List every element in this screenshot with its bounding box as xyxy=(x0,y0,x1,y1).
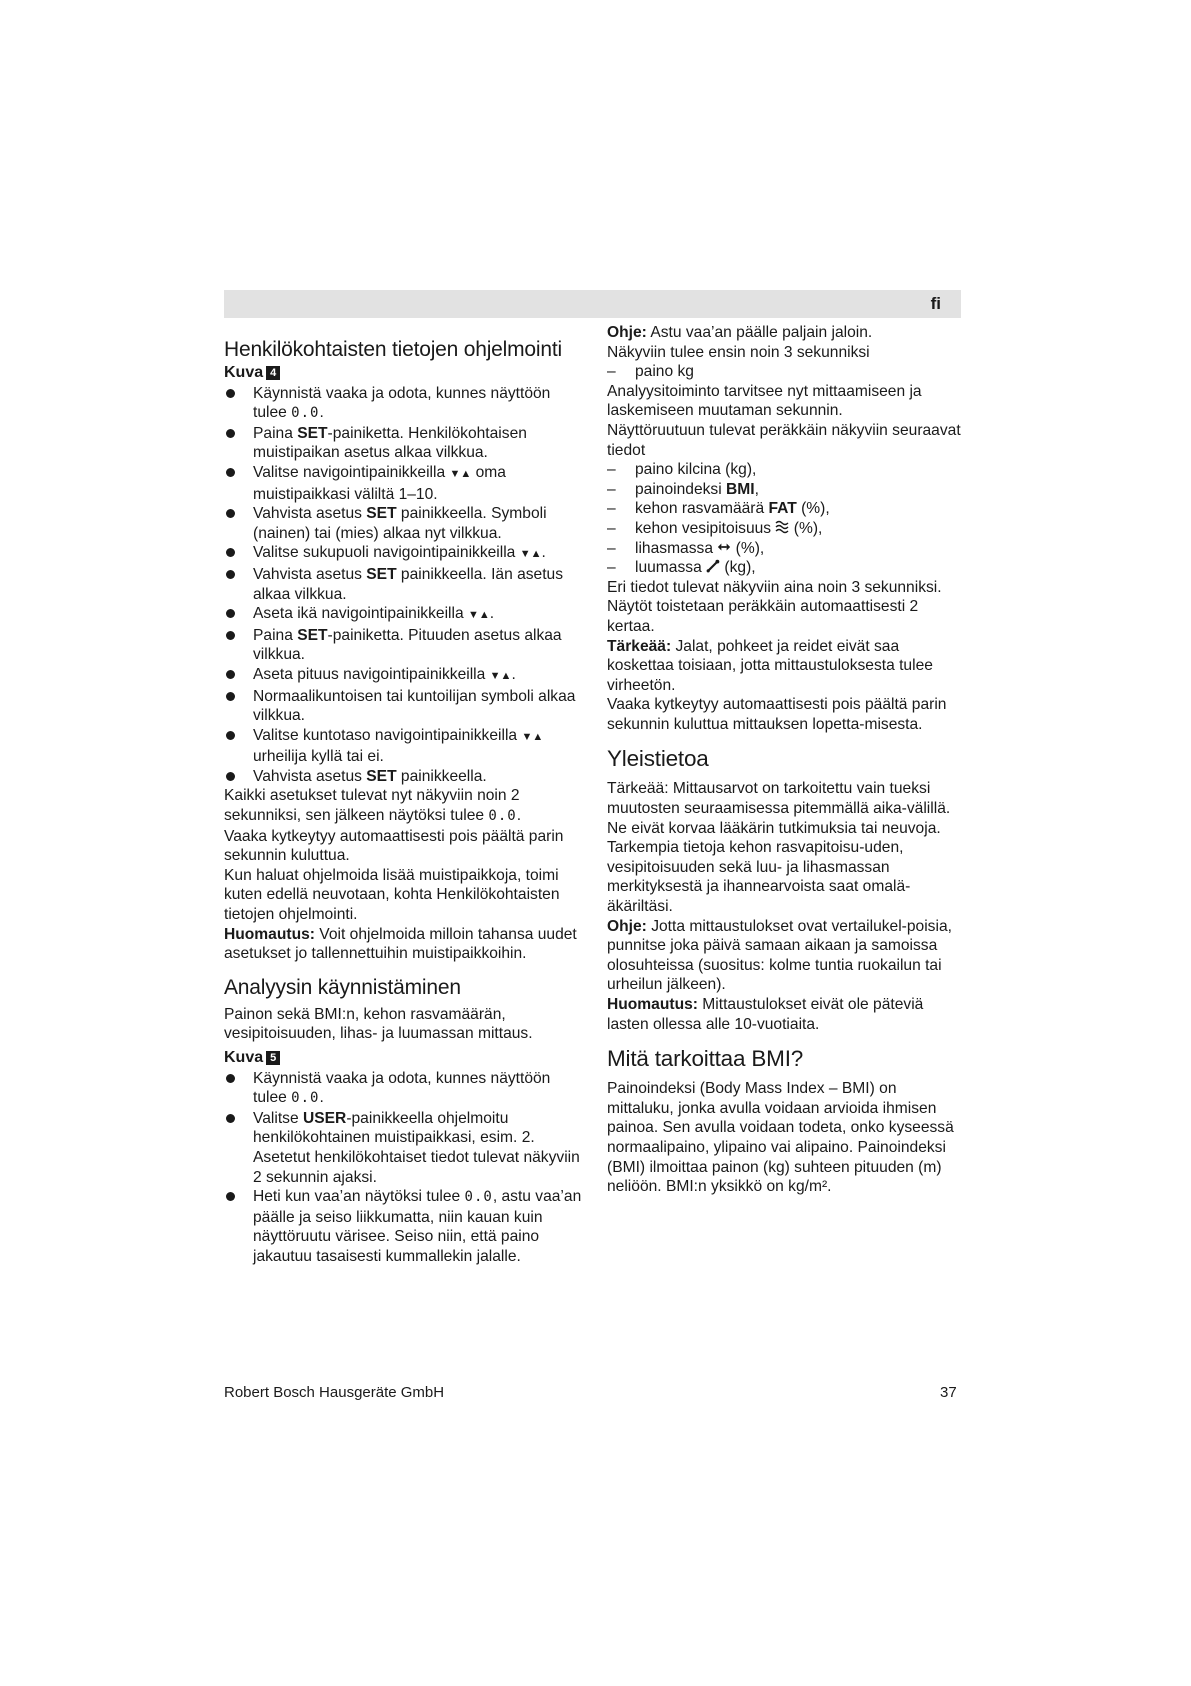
section-title-bmi: Mitä tarkoittaa BMI? xyxy=(607,1046,804,1072)
dash-marker: – xyxy=(607,539,616,557)
right-column xyxy=(607,323,967,1197)
first-display-list xyxy=(607,362,967,382)
bullet-icon xyxy=(226,1074,235,1083)
list-item: Heti kun vaa’an näytöksi tulee 0.0, astu vaa’an päälle ja seiso liikkumatta, niin kauan kuin näyttöruutu värisee. Seiso niin, että paino jakautuu tasaisesti kummallekin jalalle. xyxy=(224,1187,586,1266)
list-item: Käynnistä vaaka ja odota, kunnes näyttöön tulee 0.0. xyxy=(224,1069,586,1109)
nav-arrows-icon: ▼▲ xyxy=(489,669,512,682)
important-paragraph: Tärkeää: Jalat, pohkeet ja reidet eivät saa koskettaa toisiaan, jotta mittaustuloksesta tulee virheetön. xyxy=(607,637,933,694)
list-item: Vahvista asetus SET painikkeella. xyxy=(224,767,586,787)
footer-page-number: 37 xyxy=(940,1384,957,1401)
note-children: Huomautus: Mittaustulokset eivät ole päteviä lasten ollessa alle 10-vuotiaita. xyxy=(607,996,924,1033)
display-zero-icon: 0.0 xyxy=(488,808,517,825)
bullet-icon xyxy=(226,692,235,701)
bullet-icon xyxy=(226,548,235,557)
language-code: fi xyxy=(930,294,941,313)
section-title-programming: Henkilökohtaisten tietojen ohjelmointi xyxy=(224,338,562,361)
bullet-icon xyxy=(226,1192,235,1201)
list-item: Valitse sukupuoli navigointipainikkeilla ▼▲. xyxy=(224,543,586,565)
list-item: – paino kg xyxy=(607,363,694,381)
header-band xyxy=(224,290,961,318)
water-icon xyxy=(775,520,789,537)
bullet-icon xyxy=(226,631,235,640)
steps-list-programming xyxy=(224,384,586,787)
bullet-icon xyxy=(226,1114,235,1123)
paragraph-repeat: Näytöt toistetaan peräkkäin automaattisesti 2 kertaa. xyxy=(607,598,919,635)
left-column xyxy=(224,338,586,1267)
paragraph-sequence: Näyttöruutuun tulevat peräkkäin näkyviin seuraavat tiedot xyxy=(607,421,961,459)
nav-arrows-icon: ▼▲ xyxy=(449,467,472,480)
muscle-icon xyxy=(717,540,731,557)
paragraph-settings-shown: Kaikki asetukset tulevat nyt näkyviin noin 2 sekunniksi, sen jälkeen näytöksi tulee 0.0. xyxy=(224,787,522,825)
nav-arrows-icon: ▼▲ xyxy=(467,609,490,622)
list-item: Paina SET-painiketta. Pituuden asetus alkaa vilkkua. xyxy=(224,626,586,665)
list-item: Valitse navigointipainikkeilla ▼▲ oma muistipaikkasi väliltä 1–10. xyxy=(224,463,586,504)
figure-ref-4 xyxy=(224,363,586,383)
dash-marker: – xyxy=(607,519,616,537)
steps-list-analysis xyxy=(224,1069,586,1267)
note-paragraph: Huomautus: Voit ohjelmoida milloin tahansa uudet asetukset jo tallennettuihin muistipaikkoihin. xyxy=(224,925,577,963)
paragraph-auto-off: Vaaka kytkeytyy automaattisesti pois päältä parin sekunnin kuluttua. xyxy=(224,827,564,865)
figure-number: 4 xyxy=(266,366,280,380)
bullet-icon xyxy=(226,670,235,679)
dash-marker: – xyxy=(607,461,616,479)
figure-number: 5 xyxy=(266,1051,280,1065)
figure-ref-5 xyxy=(224,1048,586,1068)
bullet-icon xyxy=(226,389,235,398)
list-item: – kehon vesipitoisuus (%), xyxy=(607,519,823,537)
paragraph-auto-off-after: Vaaka kytkeytyy automaattisesti pois päältä parin sekunnin kuluttua mittauksen lopetta-misesta. xyxy=(607,696,947,733)
list-item: Valitse USER-painikkeella ohjelmoitu henkilökohtainen muistipaikkasi, esim. 2. Asetetut henkilökohtaiset tiedot tulevat näkyviin 2 sekunnin ajaksi. xyxy=(224,1109,586,1187)
bullet-icon xyxy=(226,731,235,740)
general-info-paragraph: Tärkeää: Mittausarvot on tarkoitettu vain tueksi muutosten seuraamisessa pitemmällä aika-välillä. Ne eivät korvaa lääkärin tutkimuksia tai neuvoja. Tarkempia tietoja kehon rasvapitoisu-uden, vesipitoisuuden sekä luu- ja lihasmassan merkityksestä ja ihannearvoista saat omalä-äkäriltäsi. xyxy=(607,780,951,916)
list-item: Käynnistä vaaka ja odota, kunnes näyttöön tulee 0.0. xyxy=(224,384,586,424)
paragraph-more-memory: Kun haluat ohjelmoida lisää muistipaikkoja, toimi kuten edellä neuvotaan, kohta Henkilökohtaisten tietojen ohjelmointi. xyxy=(224,866,560,924)
bullet-icon xyxy=(226,429,235,438)
list-item: – luumassa (kg), xyxy=(607,559,756,577)
list-item: Paina SET-painiketta. Henkilökohtaisen muistipaikan asetus alkaa vilkkua. xyxy=(224,424,586,463)
list-item: Aseta pituus navigointipainikkeilla ▼▲. xyxy=(224,665,586,687)
footer-company: Robert Bosch Hausgeräte GmbH xyxy=(224,1384,445,1401)
list-item: Vahvista asetus SET painikkeella. Symboli (nainen) tai (mies) alkaa nyt vilkkua. xyxy=(224,504,586,543)
nav-arrows-icon: ▼▲ xyxy=(519,548,542,561)
bmi-paragraph: Painoindeksi (Body Mass Index – BMI) on mittaluku, jonka avulla voidaan arvioida ihmisen painoa. Sen avulla voidaan todeta, onko kyseessä normaalipaino, ylipaino vai alipaino. Painoindeksi (BMI) ilmoittaa painon (kg) suhteen pituuden (m) neliöön. BMI:n yksikkö on kg/m². xyxy=(607,1080,954,1196)
bone-icon xyxy=(706,559,720,576)
dash-marker: – xyxy=(607,500,616,518)
bullet-icon xyxy=(226,570,235,579)
dash-marker: – xyxy=(607,480,616,498)
analysis-intro: Painon sekä BMI:n, kehon rasvamäärän, vesipitoisuuden, lihas- ja luumassan mittaus. xyxy=(224,1005,533,1043)
list-item: Normaalikuntoisen tai kuntoilijan symboli alkaa vilkkua. xyxy=(224,687,586,726)
paragraph-analysis-time: Analyysitoiminto tarvitsee nyt mittaamiseen ja laskemiseen muutaman sekunnin. xyxy=(607,382,922,420)
list-item: – kehon rasvamäärä FAT (%), xyxy=(607,500,830,518)
measurement-list xyxy=(607,460,967,578)
hint-barefoot: Ohje: Astu vaa’an päälle paljain jaloin. xyxy=(607,324,873,341)
figure-label: Kuva xyxy=(224,364,264,381)
nav-arrows-icon: ▼▲ xyxy=(521,730,544,743)
display-zero-icon: 0.0 xyxy=(464,1189,493,1206)
dash-marker: – xyxy=(607,559,616,577)
bullet-icon xyxy=(226,609,235,618)
list-item: – paino kilcina (kg), xyxy=(607,461,757,479)
display-zero-icon: 0.0 xyxy=(291,405,320,422)
first-display-line: Näkyviin tulee ensin noin 3 sekunniksi xyxy=(607,343,870,361)
list-item: Valitse kuntotaso navigointipainikkeilla ▼▲ urheilija kyllä tai ei. xyxy=(224,726,586,767)
section-title-general: Yleistietoa xyxy=(607,746,709,772)
display-zero-icon: 0.0 xyxy=(291,1090,320,1107)
bullet-icon xyxy=(226,772,235,781)
paragraph-3-seconds: Eri tiedot tulevat näkyviin aina noin 3 sekunniksi. xyxy=(607,578,942,596)
section-title-analysis: Analyysin käynnistäminen xyxy=(224,975,461,999)
list-item: Vahvista asetus SET painikkeella. Iän asetus alkaa vilkkua. xyxy=(224,565,586,604)
figure-label: Kuva xyxy=(224,1049,264,1066)
hint-comparable: Ohje: Jotta mittaustulokset ovat vertailukel-poisia, punnitse joka päivä samaan aikaan ja samoissa olosuhteissa (suositus: kolme tuntia ruokailun tai urheilun jälkeen). xyxy=(607,917,952,994)
list-item: – lihasmassa (%), xyxy=(607,539,765,557)
list-item: – painoindeksi BMI, xyxy=(607,480,759,498)
bullet-icon xyxy=(226,509,235,518)
list-item: Aseta ikä navigointipainikkeilla ▼▲. xyxy=(224,604,586,626)
bullet-icon xyxy=(226,468,235,477)
